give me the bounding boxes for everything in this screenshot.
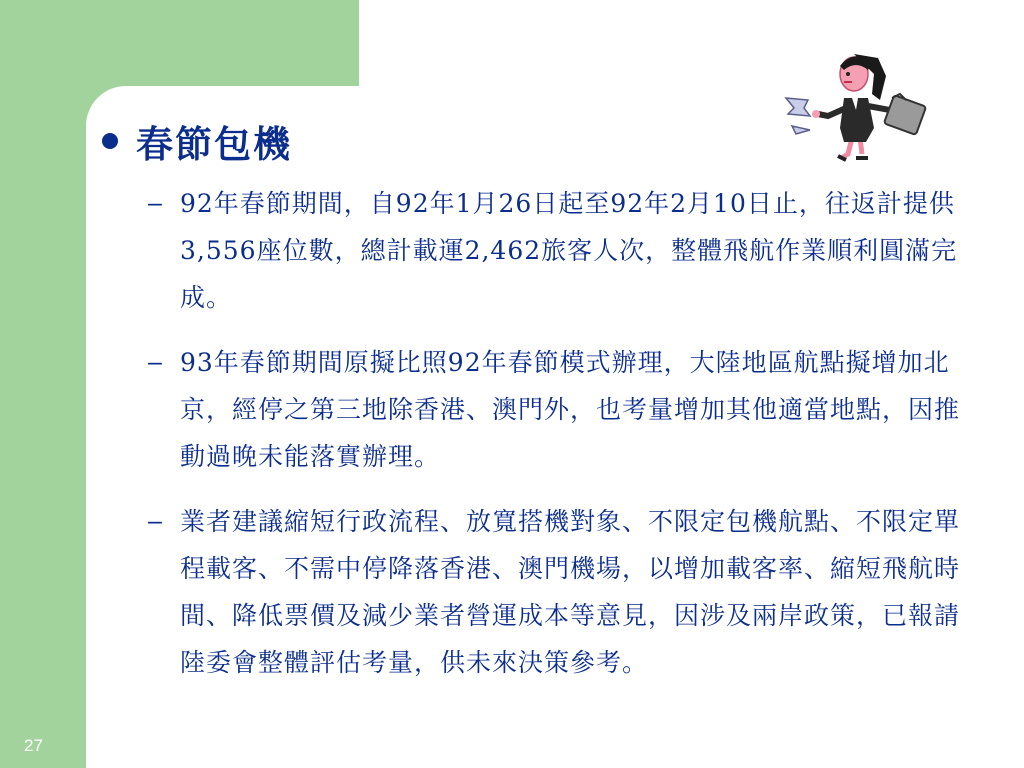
list-item xyxy=(148,498,968,686)
slide-number: 27 xyxy=(24,736,43,755)
heading-text: 春節包機 xyxy=(136,122,292,166)
top-green-band xyxy=(0,0,359,86)
left-green-band xyxy=(0,0,86,768)
slide-heading xyxy=(102,114,292,168)
dash-marker: – xyxy=(148,507,163,535)
running-businesswoman-icon xyxy=(782,50,932,165)
list-item xyxy=(148,339,968,480)
dash-marker: – xyxy=(148,189,163,217)
bullet-list xyxy=(148,180,968,704)
list-item-text: 93年春節期間原擬比照92年春節模式辦理，大陸地區航點擬增加北京，經停之第三地除香港、澳門外，也考量增加其他適當地點，因推動過晚未能落實辦理。 xyxy=(180,348,961,471)
list-item-text: 92年春節期間，自92年1月26日起至92年2月10日止，往返計提供3,556座位數，總計載運2,462旅客人次，整體飛航作業順利圓滿完成。 xyxy=(180,189,958,312)
list-item-text: 業者建議縮短行政流程、放寬搭機對象、不限定包機航點、不限定單程載客、不需中停降落香港、澳門機場，以增加載客率、縮短飛航時間、降低票價及減少業者營運成本等意見，因涉及兩岸政策，已報請陸委會整體評估考量，供未來決策參考。 xyxy=(180,507,961,677)
list-item xyxy=(148,180,968,321)
dash-marker: – xyxy=(148,348,163,376)
bullet-icon xyxy=(102,133,118,149)
